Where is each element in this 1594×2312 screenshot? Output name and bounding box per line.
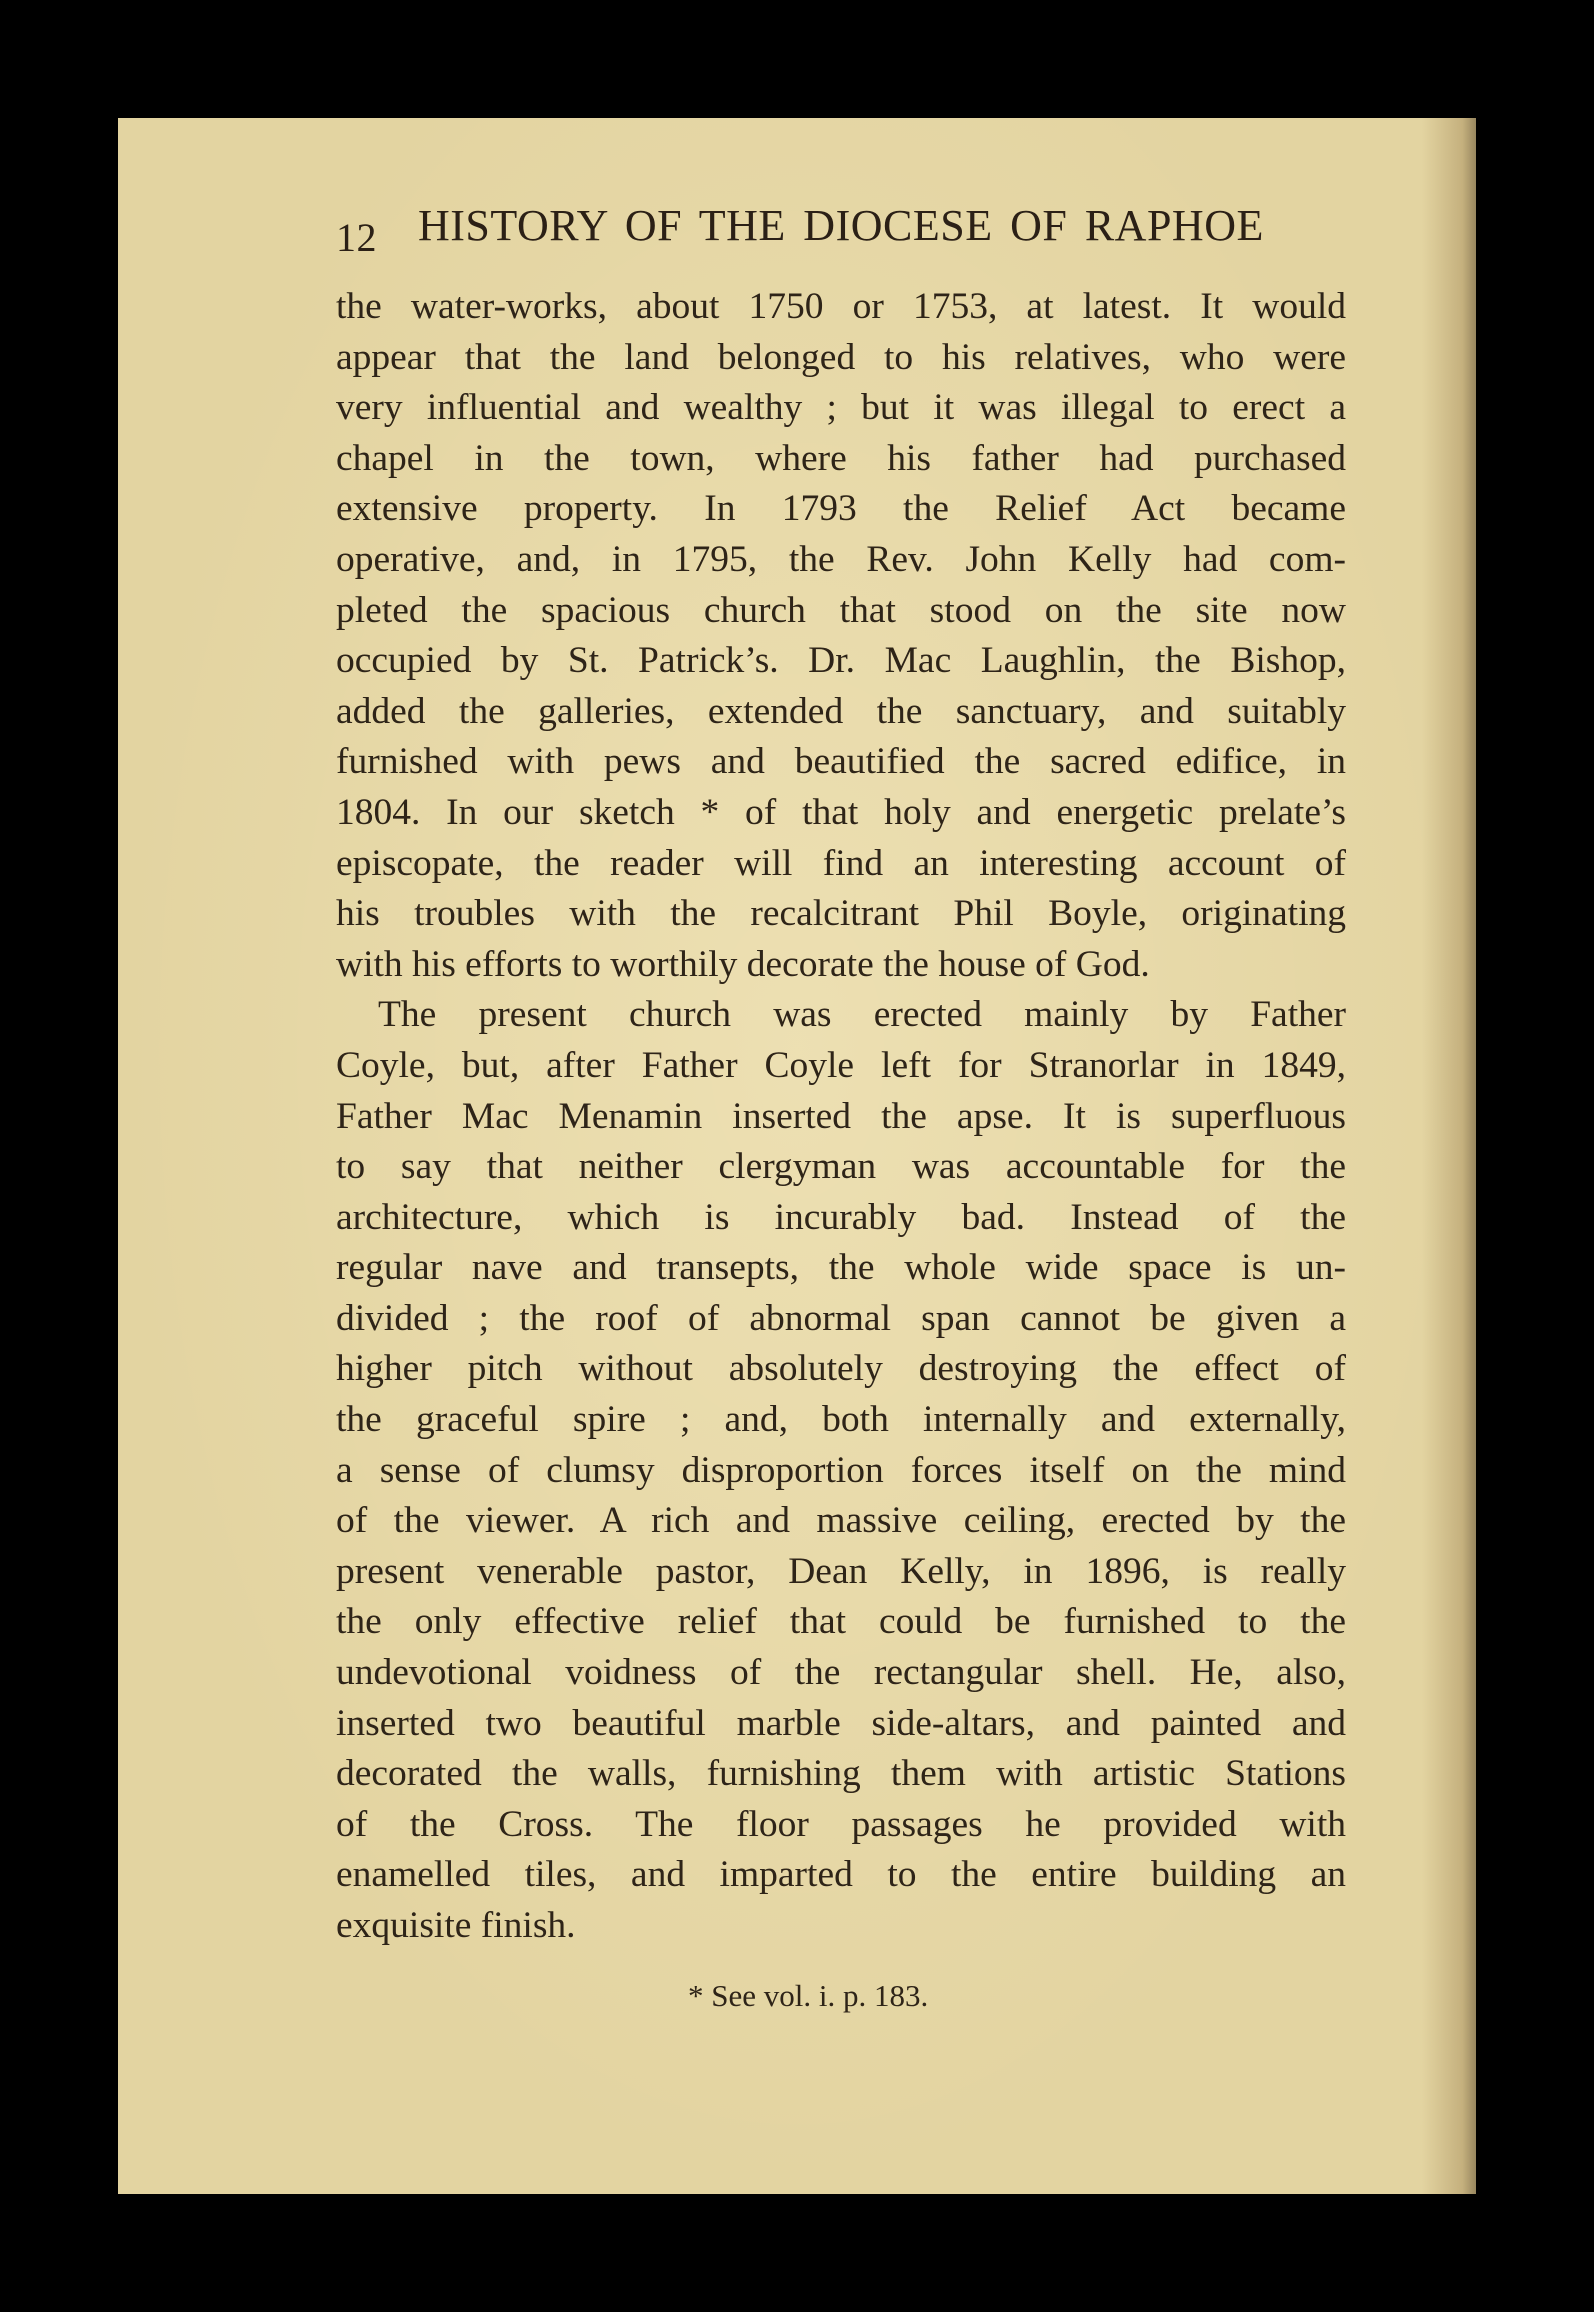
running-title: HISTORY OF THE DIOCESE OF RAPHOE	[418, 201, 1264, 250]
text-line: regular nave and transepts, the whole wide space is un-	[336, 1247, 1346, 1289]
body-text	[336, 282, 1346, 1952]
footnote: * See vol. i. p. 183.	[688, 1978, 929, 2013]
text-line: a sense of clumsy disproportion forces itself on the mind	[336, 1449, 1346, 1491]
text-line: higher pitch without absolutely destroying the effect of	[336, 1348, 1346, 1390]
text-line: of the Cross. The floor passages he provided with	[336, 1803, 1346, 1845]
text-line: the only effective relief that could be furnished to the	[336, 1601, 1346, 1643]
text-line: operative, and, in 1795, the Rev. John Kelly had com-	[336, 538, 1346, 580]
text-line: enamelled tiles, and imparted to the entire building an	[336, 1854, 1346, 1896]
text-line: to say that neither clergyman was accountable for the	[336, 1146, 1346, 1188]
text-line: Coyle, but, after Father Coyle left for Stranorlar in 1849,	[336, 1044, 1346, 1086]
text-line: added the galleries, extended the sanctuary, and suitably	[336, 690, 1346, 732]
text-line: 1804. In our sketch * of that holy and energetic prelate’s	[336, 791, 1346, 833]
text-line: decorated the walls, furnishing them with artistic Stations	[336, 1753, 1346, 1795]
text-line: architecture, which is incurably bad. Instead of the	[336, 1196, 1346, 1238]
text-line: undevotional voidness of the rectangular shell. He, also,	[336, 1652, 1346, 1694]
text-line: the water-works, about 1750 or 1753, at latest. It would	[336, 286, 1346, 327]
text-line: divided ; the roof of abnormal span cannot be given a	[336, 1297, 1346, 1339]
paragraph-1	[336, 282, 1346, 990]
text-line: the graceful spire ; and, both internally and externally,	[336, 1399, 1346, 1441]
text-line: pleted the spacious church that stood on the site now	[336, 589, 1346, 631]
text-line: with his efforts to worthily decorate the house of God.	[336, 943, 1150, 985]
text-line: present venerable pastor, Dean Kelly, in 1896, is really	[336, 1550, 1346, 1592]
page-number: 12	[336, 215, 377, 260]
text-line: very influential and wealthy ; but it was illegal to erect a	[336, 387, 1346, 429]
text-line: Father Mac Menamin inserted the apse. It is superfluous	[336, 1095, 1346, 1137]
text-line: The present church was erected mainly by Father	[378, 994, 1346, 1036]
text-line: appear that the land belonged to his relatives, who were	[336, 336, 1346, 378]
text-line: his troubles with the recalcitrant Phil Boyle, originating	[336, 893, 1346, 935]
text-line: occupied by St. Patrick’s. Dr. Mac Laughlin, the Bishop,	[336, 640, 1346, 682]
text-line: furnished with pews and beautified the sacred edifice, in	[336, 741, 1346, 783]
text-line: exquisite finish.	[336, 1905, 576, 1946]
text-line: inserted two beautiful marble side-altars, and painted and	[336, 1702, 1346, 1744]
page-header	[336, 200, 1336, 270]
text-line: extensive property. In 1793 the Relief Act became	[336, 488, 1346, 530]
text-line: of the viewer. A rich and massive ceiling, erected by the	[336, 1500, 1346, 1542]
paragraph-2	[336, 990, 1346, 1951]
text-line: episcopate, the reader will find an interesting account of	[336, 842, 1346, 884]
book-page	[118, 118, 1476, 2194]
text-line: chapel in the town, where his father had purchased	[336, 437, 1346, 479]
